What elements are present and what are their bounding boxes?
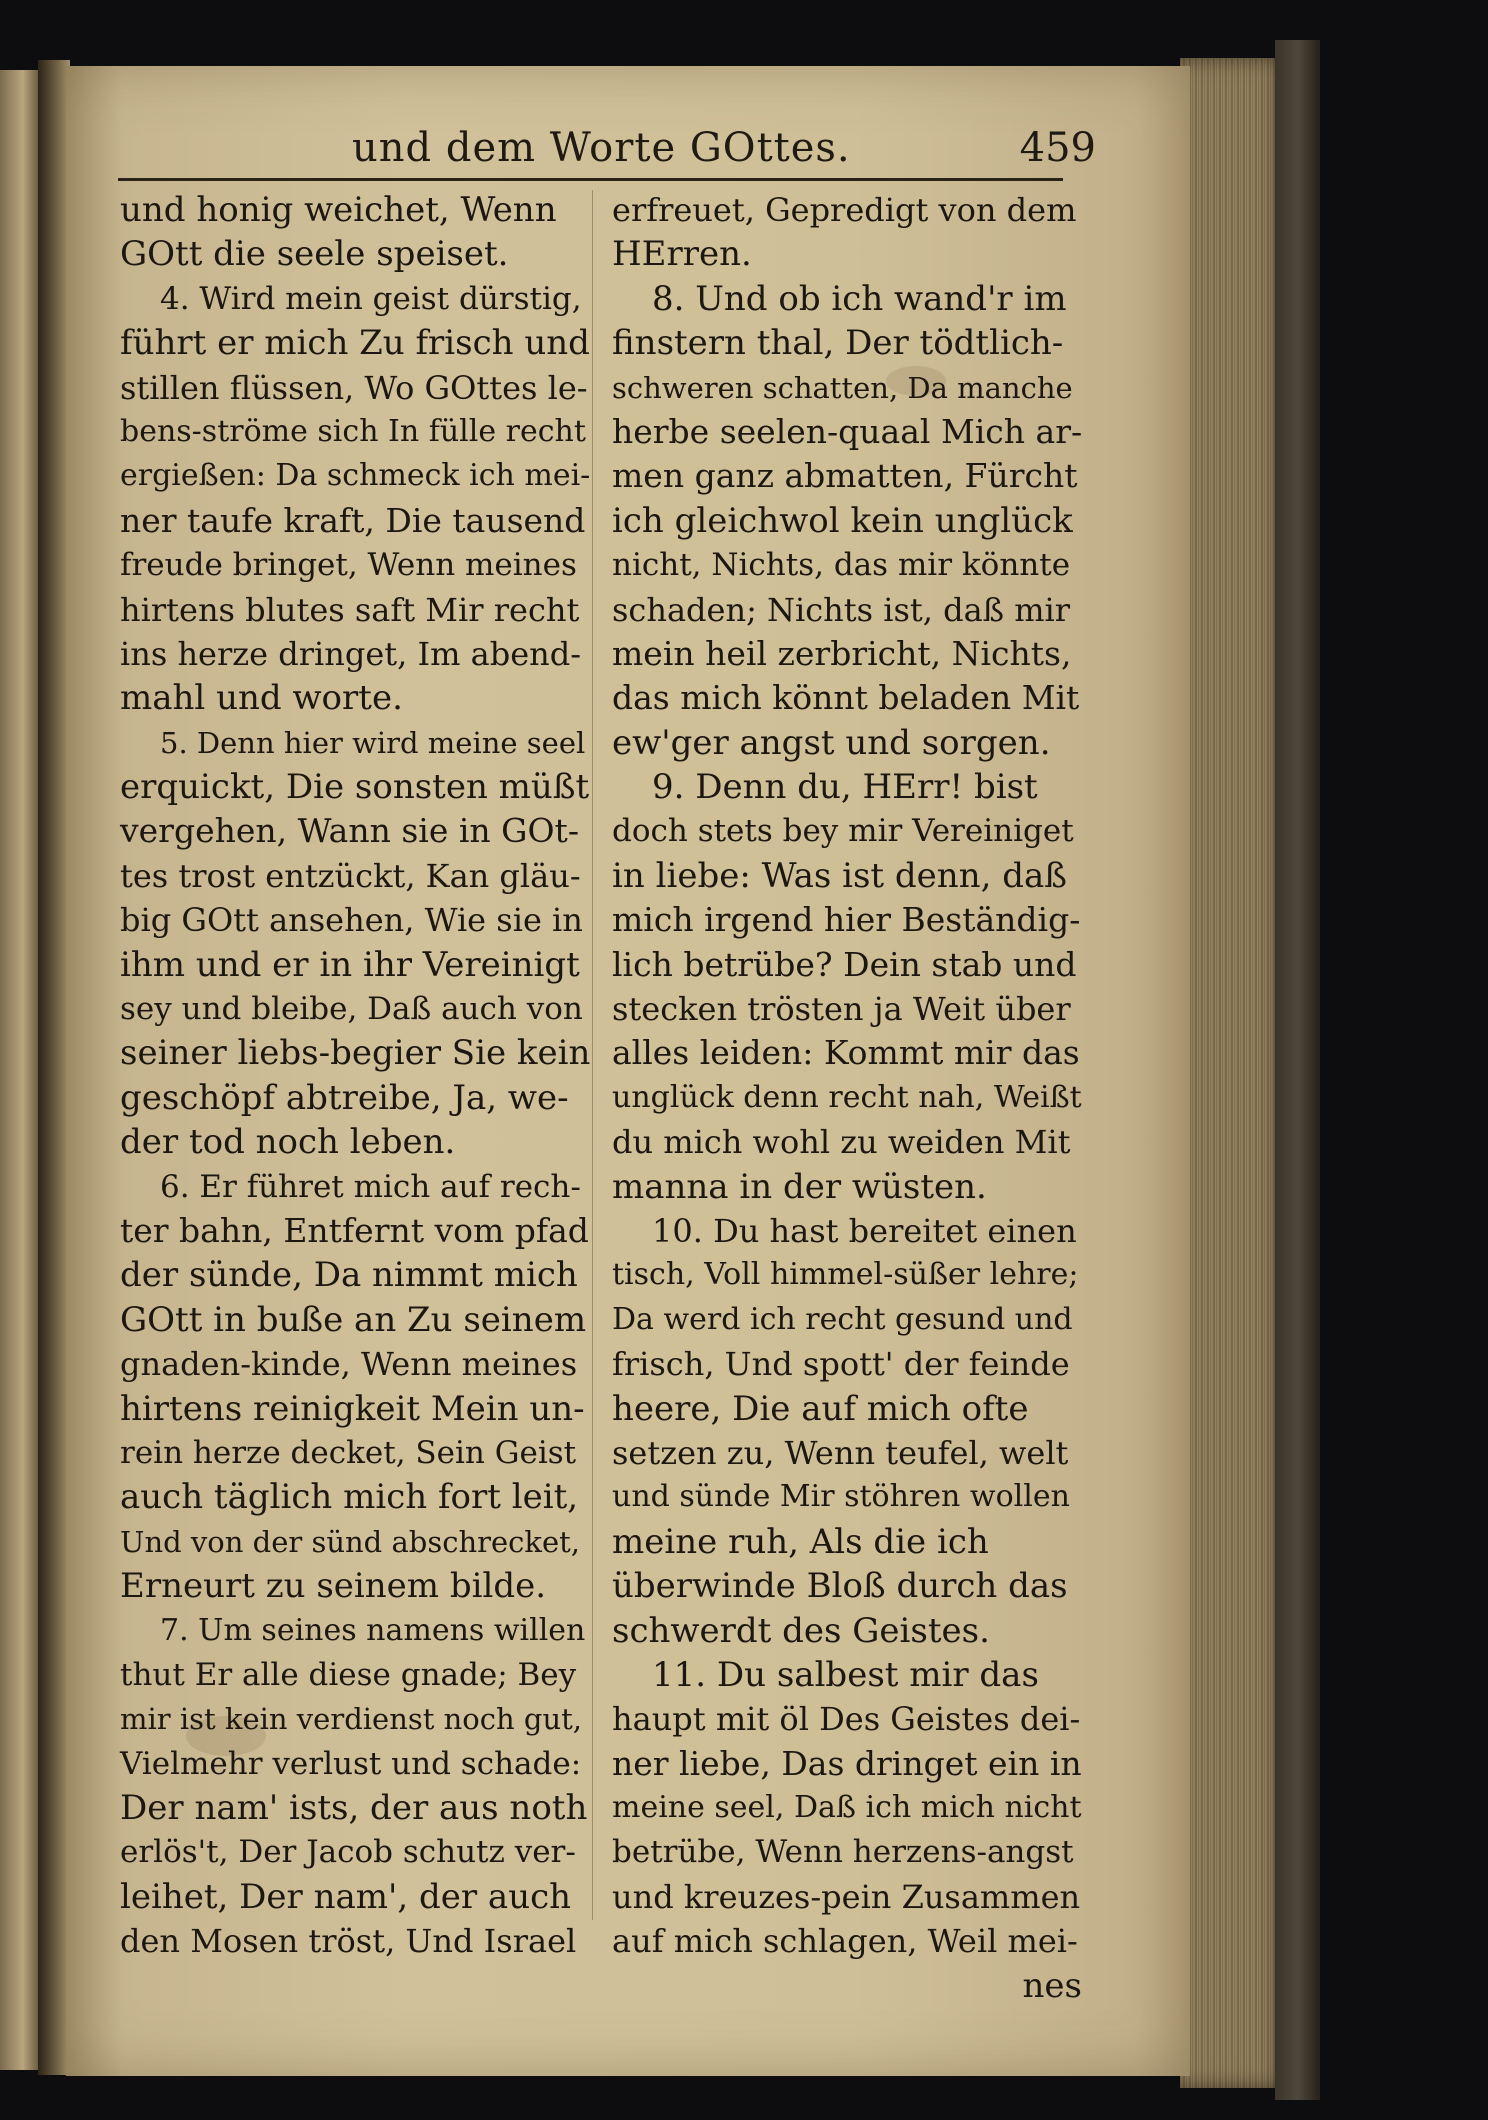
facing-page-edge (0, 70, 38, 2070)
text-line: tisch, Voll himmel-süßer lehre; (612, 1257, 1079, 1293)
text-line: ihm und er in ihr Vereinigt (120, 944, 580, 985)
text-line: finstern thal, Der tödtlich- (612, 323, 1064, 364)
book-cover-edge (1275, 40, 1320, 2100)
text-line: und honig weichet, Wenn (120, 190, 557, 230)
text-line: freude bringet, Wenn meines (120, 547, 577, 584)
text-line: GOtt die seele speiset. (120, 234, 509, 275)
text-line: Der nam' ists, der aus noth (120, 1788, 588, 1829)
text-line: ter bahn, Entfernt vom pfad (120, 1210, 589, 1250)
text-line: nicht, Nichts, das mir könnte (612, 547, 1071, 584)
text-line: erfreuet, Gepredigt von dem (612, 191, 1077, 229)
text-line: big GOtt ansehen, Wie sie in (120, 901, 583, 940)
text-line: doch stets bey mir Vereiniget (612, 813, 1074, 850)
text-line: 9. Denn du, HErr! bist (652, 767, 1038, 808)
text-line: haupt mit öl Des Geistes dei- (612, 1700, 1081, 1739)
page-number: 459 (1019, 125, 1096, 171)
text-line: erquickt, Die sonsten müßt (120, 767, 590, 808)
text-line: mir ist kein verdienst noch gut, (120, 1702, 583, 1737)
text-line: schweren schatten, Da manche (612, 370, 1073, 405)
text-line: unglück denn recht nah, Weißt (612, 1079, 1082, 1115)
text-line: 10. Du hast bereitet einen (652, 1211, 1077, 1250)
text-line: und sünde Mir stöhren wollen (612, 1479, 1070, 1515)
text-line: 7. Um seines namens willen (160, 1612, 586, 1648)
text-line: ew'ger angst und sorgen. (612, 722, 1051, 763)
text-line: in liebe: Was ist denn, daß (612, 855, 1067, 896)
text-line: Erneurt zu seinem bilde. (120, 1566, 547, 1607)
text-line: auch täglich mich fort leit, (120, 1477, 579, 1518)
text-line: mich irgend hier Beständig- (612, 900, 1081, 940)
text-line: thut Er alle diese gnade; Bey (120, 1656, 577, 1693)
text-line: du mich wohl zu weiden Mit (612, 1123, 1071, 1162)
text-line: den Mosen tröst, Und Israel (120, 1922, 577, 1961)
text-line: und kreuzes-pein Zusammen (612, 1877, 1081, 1916)
text-line: leihet, Der nam', der auch (120, 1876, 572, 1917)
text-line: gnaden-kinde, Wenn meines (120, 1345, 578, 1384)
text-line: betrübe, Wenn herzens-angst (612, 1834, 1074, 1871)
text-line: ner taufe kraft, Die tausend (120, 500, 586, 540)
text-line: alles leiden: Kommt mir das (612, 1033, 1080, 1073)
text-line: lich betrübe? Dein stab und (612, 944, 1077, 984)
text-line: führt er mich Zu frisch und (120, 323, 590, 364)
text-line: geschöpf abtreibe, Ja, we- (120, 1077, 569, 1118)
text-line: schwerdt des Geistes. (612, 1610, 990, 1651)
text-line: überwinde Bloß durch das (612, 1566, 1068, 1607)
catchword: nes (1022, 1966, 1082, 2006)
text-line: setzen zu, Wenn teufel, welt (612, 1433, 1069, 1472)
text-line: herbe seelen-quaal Mich ar- (612, 411, 1083, 451)
text-line: 5. Denn hier wird meine seel (160, 725, 586, 760)
text-line: meine ruh, Als die ich (612, 1521, 989, 1562)
text-line: GOtt in buße an Zu seinem (120, 1299, 587, 1340)
text-line: der sünde, Da nimmt mich (120, 1255, 578, 1296)
text-line: ich gleichwol kein unglück (612, 500, 1073, 541)
text-line: mahl und worte. (120, 678, 403, 719)
text-line: schaden; Nichts ist, daß mir (612, 590, 1071, 629)
text-line: manna in der wüsten. (612, 1166, 987, 1207)
text-line: sey und bleibe, Daß auch von (120, 991, 583, 1028)
text-line: stecken trösten ja Weit über (612, 990, 1071, 1029)
text-line: mein heil zerbricht, Nichts, (612, 633, 1072, 673)
right-column (612, 188, 1082, 1964)
running-head: und dem Worte GOttes. (352, 125, 851, 171)
text-line: auf mich schlagen, Weil mei- (612, 1922, 1078, 1961)
text-line: men ganz abmatten, Fürcht (612, 456, 1078, 496)
text-line: meine seel, Daß ich mich nicht (612, 1790, 1082, 1826)
text-line: frisch, Und spott' der feinde (612, 1345, 1070, 1384)
text-line: 8. Und ob ich wand'r im (652, 278, 1067, 319)
text-line: rein herze decket, Sein Geist (120, 1434, 577, 1471)
text-line: ner liebe, Das dringet ein in (612, 1743, 1082, 1783)
header-rule (118, 178, 1063, 181)
text-line: ins herze dringet, Im abend- (120, 634, 582, 673)
text-line: Vielmehr verlust und schade: (120, 1745, 582, 1782)
text-line: der tod noch leben. (120, 1122, 456, 1163)
text-line: bens-ströme sich In fülle recht (120, 413, 586, 449)
text-line: HErren. (612, 234, 752, 275)
text-line: erlös't, Der Jacob schutz ver- (120, 1834, 576, 1871)
text-line: das mich könnt beladen Mit (612, 678, 1080, 718)
left-column (120, 188, 590, 1964)
catchword-container (612, 1964, 1082, 2008)
column-divider (592, 190, 593, 1920)
text-line: tes trost entzückt, Kan gläu- (120, 856, 581, 895)
text-line: 6. Er führet mich auf rech- (160, 1168, 581, 1205)
text-line: ergießen: Da schmeck ich mei- (120, 458, 591, 494)
text-line: Und von der sünd abschrecket, (120, 1524, 580, 1559)
text-line: hirtens blutes saft Mir recht (120, 590, 580, 629)
text-line: heere, Die auf mich ofte (612, 1388, 1029, 1429)
page-block-edges (1180, 58, 1290, 2088)
text-line: stillen flüssen, Wo GOttes le- (120, 368, 588, 407)
text-line: 4. Wird mein geist dürstig, (160, 280, 582, 317)
text-line: seiner liebs-begier Sie kein (120, 1033, 591, 1074)
text-line: hirtens reinigkeit Mein un- (120, 1388, 585, 1429)
text-line: Da werd ich recht gesund und (612, 1301, 1073, 1337)
text-line: 11. Du salbest mir das (652, 1654, 1039, 1695)
text-line: vergehen, Wann sie in GOt- (120, 811, 579, 851)
